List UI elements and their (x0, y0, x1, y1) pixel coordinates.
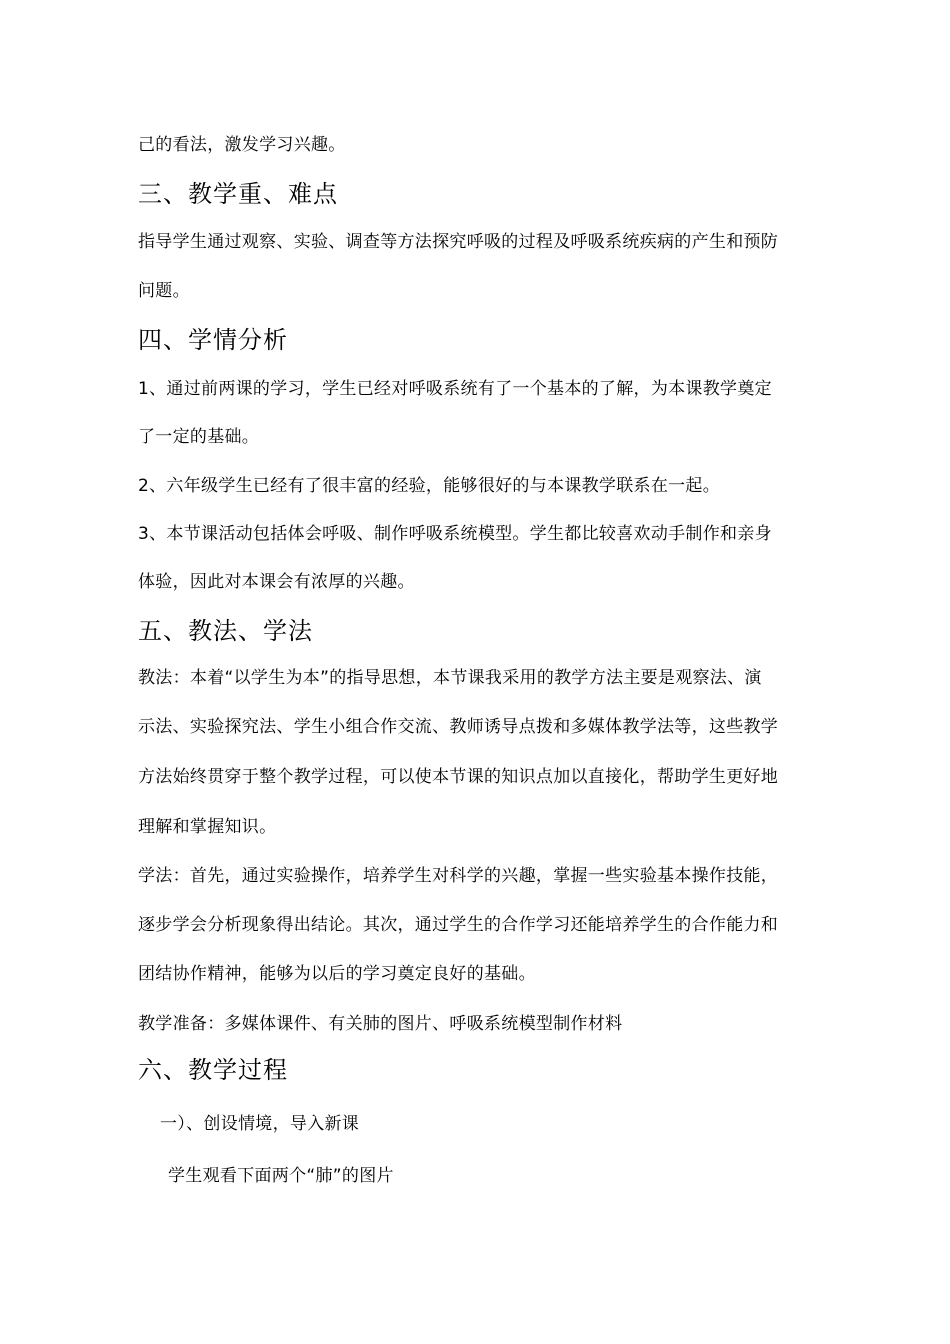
learning-method-line-1: 学法：首先，通过实验操作，培养学生对科学的兴趣，掌握一些实验基本操作技能， (138, 866, 779, 886)
teaching-preparation-line: 教学准备：多媒体课件、有关肺的图片、呼吸系统模型制作材料 (138, 1014, 623, 1034)
teaching-method-line-1: 教法：本着“以学生为本”的指导思想，本节课我采用的教学方法主要是观察法、演 (138, 668, 762, 688)
section4-item3-line-2: 体验，因此对本课会有浓厚的兴趣。 (138, 572, 415, 592)
learning-method-line-2: 逐步学会分析现象得出结论。其次，通过学生的合作学习还能培养学生的合作能力和 (138, 915, 779, 935)
learning-method-line-3: 团结协作精神，能够为以后的学习奠定良好的基础。 (138, 964, 536, 984)
section6-heading: 六、教学过程 (138, 1056, 288, 1084)
section4-item1-line-1: 1、通过前两课的学习，学生已经对呼吸系统有了一个基本的了解，为本课教学奠定 (138, 379, 772, 399)
section3-line-2: 问题。 (138, 281, 190, 301)
section4-item1-line-2: 了一定的基础。 (138, 427, 260, 447)
teaching-method-line-2: 示法、实验探究法、学生小组合作交流、教师诱导点拨和多媒体教学法等，这些教学 (138, 717, 779, 737)
section4-heading: 四、学情分析 (138, 326, 288, 354)
section5-heading: 五、教法、学法 (138, 617, 313, 645)
intro-tail-text: 己的看法，激发学习兴趣。 (138, 135, 346, 155)
section3-heading: 三、教学重、难点 (138, 180, 338, 208)
teaching-method-line-3: 方法始终贯穿于整个教学过程，可以使本节课的知识点加以直接化，帮助学生更好地 (138, 767, 779, 787)
section3-line-1: 指导学生通过观察、实验、调查等方法探究呼吸的过程及呼吸系统疾病的产生和预防 (138, 232, 779, 252)
section6-subsection1-text: 学生观看下面两个“肺”的图片 (168, 1166, 394, 1186)
section6-subsection1-title: 一）、创设情境，导入新课 (160, 1114, 360, 1134)
section4-item3-line-1: 3、本节课活动包括体会呼吸、制作呼吸系统模型。学生都比较喜欢动手制作和亲身 (138, 524, 772, 544)
teaching-method-line-4: 理解和掌握知识。 (138, 817, 277, 837)
section4-item2-line-1: 2、六年级学生已经有了很丰富的经验，能够很好的与本课教学联系在一起。 (138, 476, 721, 496)
